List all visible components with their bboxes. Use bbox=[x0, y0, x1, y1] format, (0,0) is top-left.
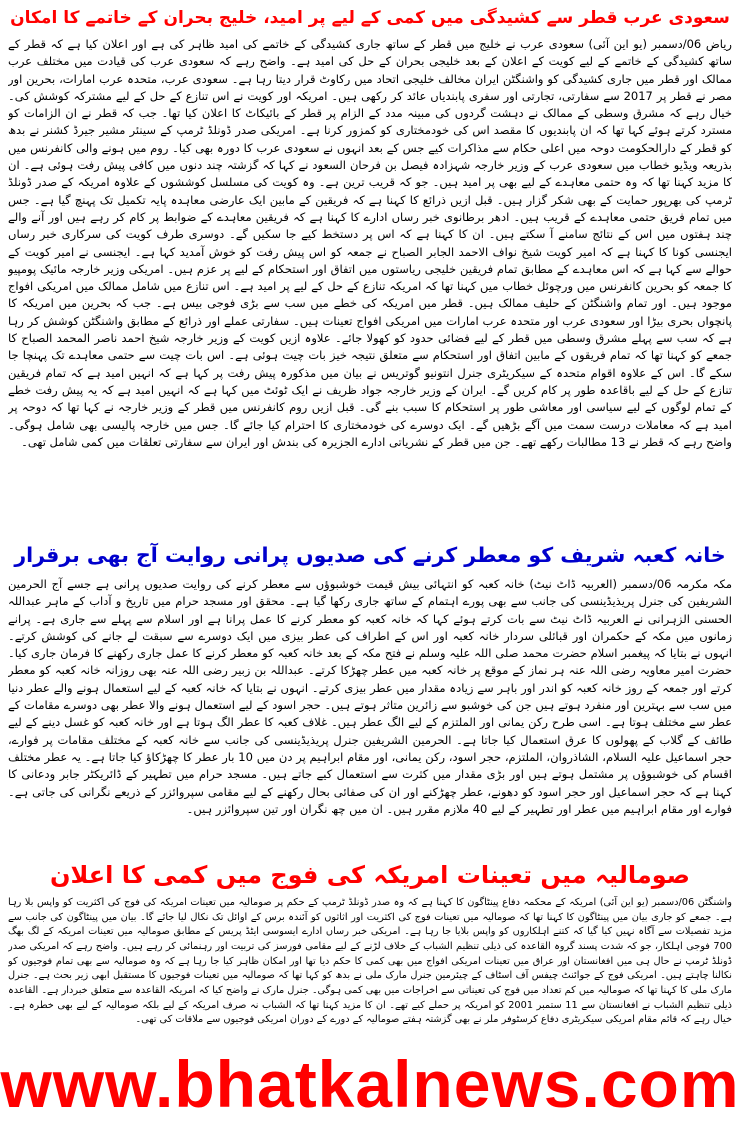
article-1-body: ریاض 06/دسمبر (یو این آئی) سعودی عرب نے خلیج میں قطر کے ساتھ جاری کشیدگی کے خاتمے کی امید ظاہر کی ہے اور اعلان کیا ہے کہ قطر کے ساتھ کشیدگی کے خاتمے کے لیے کویت کے اعلان کے بعد خلیجی بحران کے حل کی امید ہے۔ واضح رہے کہ سعودی عرب کی قیادت میں مختلف عرب ممالک اور قطر میں جاری کشیدگی کو واشنگٹن ایران مخالف خلیجی اتحاد میں رکاوٹ قرار دیتا رہا ہے۔ سعودی عرب، متحدہ عرب امارات، بحرین اور مصر نے قطر پر 2017 سے سفارتی، تجارتی اور سفری پابندیاں عائد کر رکھی ہیں۔ امریکہ اور کویت نے اس تنازع کے حل کے لیے مشترکہ کوشش کی۔ خیال رہے کہ مشرق وسطی کے ممالک نے دہشت گردوں کی مبینہ مدد کے الزام پر قطر کے بائیکاٹ کا اعلان کیا تھا۔ جب کہ قطر نے ان الزامات کو مسترد کرتے ہوئے کہا تھا کہ ان پابندیوں کا مقصد اس کی خودمختاری کو کمزور کرنا ہے۔ امریکی صدر ڈونلڈ ٹرمپ کے سینئر مشیر جیرڈ کشنر نے بدھ کو قطر کے دارالحکومت دوحہ میں اعلی حکام سے مذاکرات کیے جس کے بعد انہوں نے سعودی عرب کا دورہ بھی کیا۔ روم میں ہونے والی کانفرنس میں بذریعہ ویڈیو خطاب میں سعودی عرب کے وزیر خارجہ شہزادہ فیصل بن فرحان السعود نے کہا کہ گزشتہ چند دنوں میں کافی پیش رفت ہوئی ہے۔ ان کا مزید کہنا تھا کہ وہ حتمی معاہدے کے لیے بھی پر امید ہیں۔ جو کہ قریب ترین ہے۔ وہ کویت کی مسلسل کوششوں کے علاوہ امریکہ کے صدر ڈونلڈ ٹرمپ کی بھرپور حمایت کے بھی شکر گزار ہیں۔ قبل ازیں ذرائع کا کہنا ہے کہ فریقین کے مابین ایک عارضی معاہدہ پایہ تکمیل تک پہنچ گیا ہے۔ جس میں تمام فریق حتمی معاہدے کے قریب ہیں۔ ادھر برطانوی خبر رساں ادارے کا کہنا ہے کہ فریقین معاہدے کے ضوابط پر کام کر رہے ہیں اور آنے والے چند ہفتوں میں اس کے نتائج سامنے آ سکتے ہیں۔ ان کا کہنا ہے کہ اس پر دستخط کیے جا سکیں گے۔ دوسری طرف کویت کی سرکاری خبر رساں ایجنسی کونا کا کہنا ہے کہ امیر کویت شیخ نواف الاحمد الجابر الصباح نے جمعہ کو اس پیش رفت کو خوش آمدید کہا ہے۔ ایجنسی نے امیر کویت کے حوالے سے کہا ہے کہ اس معاہدے کے مطابق تمام فریقین خلیجی ریاستوں میں اتفاق اور استحکام کے لیے پر عزم ہیں۔ امریکی وزیر خارجہ مائیک پومپیو کا جمعہ کو بحرین کانفرنس میں ورچوئل خطاب میں کہنا تھا کہ امریکہ تنازع کے حل کے لیے پر امید ہے۔ اس تنازع میں شامل ممالک میں امریکی افواج موجود ہیں۔ اور تمام واشنگٹن کے حلیف ممالک ہیں۔ قطر میں امریکہ کی خطے میں سب سے بڑی فوجی بیس ہے۔ جب کہ بحرین میں امریکہ کا پانچواں بحری بیڑا اور سعودی عرب اور متحدہ عرب امارات میں امریکی افواج تعینات ہیں۔ سفارتی عملے اور ذرائع کے مطابق واشنگٹن کوشش کر رہا ہے کہ سب سے پہلے مشرق وسطی میں قطر کے لیے فضائی حدود کو کھولا جائے۔ علاوہ ازیں کویت کے وزیر خارجہ شیخ احمد ناصر المحمد الصباح کا جمعے کو کہنا تھا کہ تمام فریقوں کے مابین اتفاق اور استحکام سے متعلق نتیجہ خیز بات چیت ہوئی ہے۔ اس بات چیت سے حتمی معاہدے تک پہنچا جا سکے گا۔ اس کے علاوہ اقوام متحدہ کے سیکریٹری جنرل انتونیو گوتریس نے بیان میں مذکورہ پیش رفت پر کہا ہے کہ انہیں امید ہے کہ تمام فریقین تنازع کے حل کے لیے باقاعدہ طور پر کام کریں گے۔ ایران کے وزیر خارجہ جواد ظریف نے ایک ٹوئٹ میں کہا ہے کہ انہیں امید ہے کہ یہ پیش رفت خطے کے تمام لوگوں کے لیے سیاسی اور معاشی طور پر استحکام کا سبب بنے گی۔ قبل ازیں روم کانفرنس میں قطر کے وزیر خارجہ نے کہا تھا کہ دوحہ پر امید ہے کہ معاملات درست سمت میں آگے بڑھیں گے۔ ایک دوسرے کی خودمختاری کا احترام کیا جائے گا۔ جس میں خارجہ پالیسی بھی شامل ہوگی۔ واضح رہے کہ قطر نے 13 مطالبات رکھے تھے۔ جن میں قطر کے نشریاتی ادارے الجزیرہ کی بندش اور ایران سے سفارتی تعلقات میں کمی شامل تھی۔ bbox=[8, 37, 732, 449]
footer-website-url[interactable]: www.bhatkalnews.com bbox=[0, 1047, 740, 1121]
article-3-body: واشنگٹن 06/دسمبر (یو این آئی) امریکہ کے محکمہ دفاع پینٹاگون کا کہنا ہے کہ وہ صدر ڈونلڈ ٹرمپ کے حکم پر صومالیہ میں تعینات امریکہ کی فوج کی اکثریت کو واپس بلا رہا ہے۔ جمعے کو جاری بیان میں پینٹاگون کا کہنا تھا کہ صومالیہ میں تعینات فوج کی اکثریت اور اثاثوں کو آئندہ برس کے اوائل تک نکال لیا جائے گا۔ بیان میں پینٹاگون کی جانب سے مزید تفصیلات سے آگاہ نہیں کیا گیا کہ کتنے اہلکاروں کو واپس بلایا جا رہا ہے۔ امریکی خبر رساں ادارے ایسوسی ایٹڈ پریس کے مطابق صومالیہ میں تعینات امریکہ کے لگ بھگ 700 فوجی اہلکار، جو کہ شدت پسند گروہ القاعدہ کی ذیلی تنظیم الشباب کے خلاف لڑنے کے لیے مقامی فورسز کی تربیت اور رہنمائی کر رہے ہیں۔ واضح رہے کہ امریکی صدر ڈونلڈ ٹرمپ نے حال ہی میں افغانستان اور عراق میں تعینات امریکی افواج میں بھی کمی کا حکم دیا تھا اور امکان ظاہر کیا جا رہا ہے کہ وہ صومالیہ سے بھی تمام فوجیوں کو نکالنا چاہتے ہیں۔ امریکی فوج کے جوائنٹ چیفس آف اسٹاف کے چیئرمین جنرل مارک ملی نے بدھ کو کہا تھا کہ صومالیہ میں تعینات فوجیوں کا مستقبل ابھی زیر بحث ہے۔ جنرل مارک ملی کا کہنا تھا کہ صومالیہ میں کم تعداد میں فوج کی تعیناتی سے اخراجات میں بھی کمی ہوگی۔ جنرل مارک نے واضح کیا کہ امریکہ القاعدہ سے متعلق خبردار ہے۔ القاعدہ ذیلی تنظیم الشباب نے افغانستان سے 11 ستمبر 2001 کو امریکہ پر حملے کیے تھے۔ ان کا مزید کہنا تھا کہ الشباب نہ صرف امریکہ کے لیے بلکہ صومالیہ کے لیے بھی خطرہ ہے۔ خیال رہے کہ قائم مقام امریکی سیکریٹری دفاع کرسٹوفر ملر نے بھی گزشتہ ہفتے صومالیہ کے دورے کے دوران امریکی فوجیوں سے ملاقات کی تھی۔ bbox=[8, 897, 732, 1026]
article-1-headline: سعودی عرب قطر سے کشیدگی میں کمی کے لیے پر امید، خلیج بحران کے خاتمے کا امکان bbox=[10, 8, 730, 28]
article-2-body: مکہ مکرمہ 06/دسمبر (العربیہ ڈاٹ نیٹ) خانہ کعبہ کو انتہائی بیش قیمت خوشبوؤں سے معطر کرنے کی روایت صدیوں پرانی ہے جسے آج الحرمین الشریفین کی جنرل پریذیڈینسی کی جانب سے بھی پورے اہتمام کے ساتھ جاری رکھا گیا ہے۔ محقق اور مسجد حرام میں تاریخ و آداب کے ماہر عبداللہ الحسنی الزہرانی نے العربیہ ڈاٹ نیٹ سے بات کرتے ہوئے کہا کہ خانہ کعبہ کو معطر کرنے کا عمل پرانا ہے اور اسلام سے پہلے سے جاری ہے۔ پرانے زمانوں میں مکہ کے حکمران اور قبائلی سردار خانہ کعبہ اور اس کے اطراف کی عطر بیزی میں ایک دوسرے سے سبقت لے جانے کی کوشش کرتے۔ انہوں نے بتایا کہ پیغمبر اسلام حضرت محمد صلی اللہ علیہ وسلم نے فتح مکہ کے بعد خانہ کعبہ کو معطر کرنے کا عمل جاری رکھنے کا فرمان جاری کیا۔ حضرت امیر معاویہ رضی اللہ عنہ ہر نماز کے موقع پر خانہ کعبہ میں عطر چھڑکا کرتے۔ عبداللہ بن زبیر رضی اللہ عنہ بھی روزانہ خانہ کعبہ کو معطر کرتے اور جمعہ کے روز خانہ کعبہ کو اندر اور باہر سے زیادہ مقدار میں عطر بیزی کرتے۔ انہوں نے بتایا کہ خانہ کعبہ کے لیے استعمال ہونے والے عطر دنیا میں سب سے بہترین اور منفرد ہوتے ہیں جن کی خوشبو سے زائرین متاثر ہوتے ہیں۔ حجر اسود کے لیے استعمال ہونے والا عطر بھی دوسرے مقامات کے عطر سے مختلف ہوتا ہے۔ اسی طرح رکن یمانی اور الملتزم کے لیے الگ عطر ہیں۔ غلاف کعبہ کا عطر الگ ہوتا ہے اور خانہ کعبہ کو غسل دینے کے لیے طائف کے گلاب کے پھولوں کا عرق استعمال کیا جاتا ہے۔ الحرمین الشریفین جنرل پریذیڈینسی کی جانب سے خانہ کعبہ کے مختلف مقامات پر فوارے، حجر اسماعیل علیہ السلام، الشاذروان، الملتزم، حجر اسود، رکن یمانی، اور مقام ابراہیم پر دن میں 10 بار عطر کا چھڑکاؤ کیا جاتا ہے۔ یہ عطر مختلف اقسام کی خوشبوؤں پر مشتمل ہوتے ہیں اور بڑی مقدار میں کثرت سے استعمال کیے جاتے ہیں۔ مسجد حرام میں تطہیر کے ڈائریکٹر جابر ودعانی کا کہنا ہے کہ حجر اسماعیل اور حجر اسود کو دھونے، عطر چھڑکنے اور ان کی صفائی بحال رکھنے کے لیے مقامی سپروائزر کے ذریعے نگرانی کی جاتی ہے۔ فوارے اور مقام ابراہیم میں عطر اور تطہیر کے لیے 40 ملازم مقرر ہیں۔ ان میں چھ نگران اور تین سپروائزر ہیں۔ bbox=[8, 577, 732, 816]
article-3-headline: صومالیہ میں تعینات امریکہ کی فوج میں کمی کا اعلان bbox=[50, 861, 690, 889]
article-2-headline: خانہ کعبہ شریف کو معطر کرنے کی صدیوں پرانی روایت آج بھی برقرار bbox=[14, 543, 726, 567]
